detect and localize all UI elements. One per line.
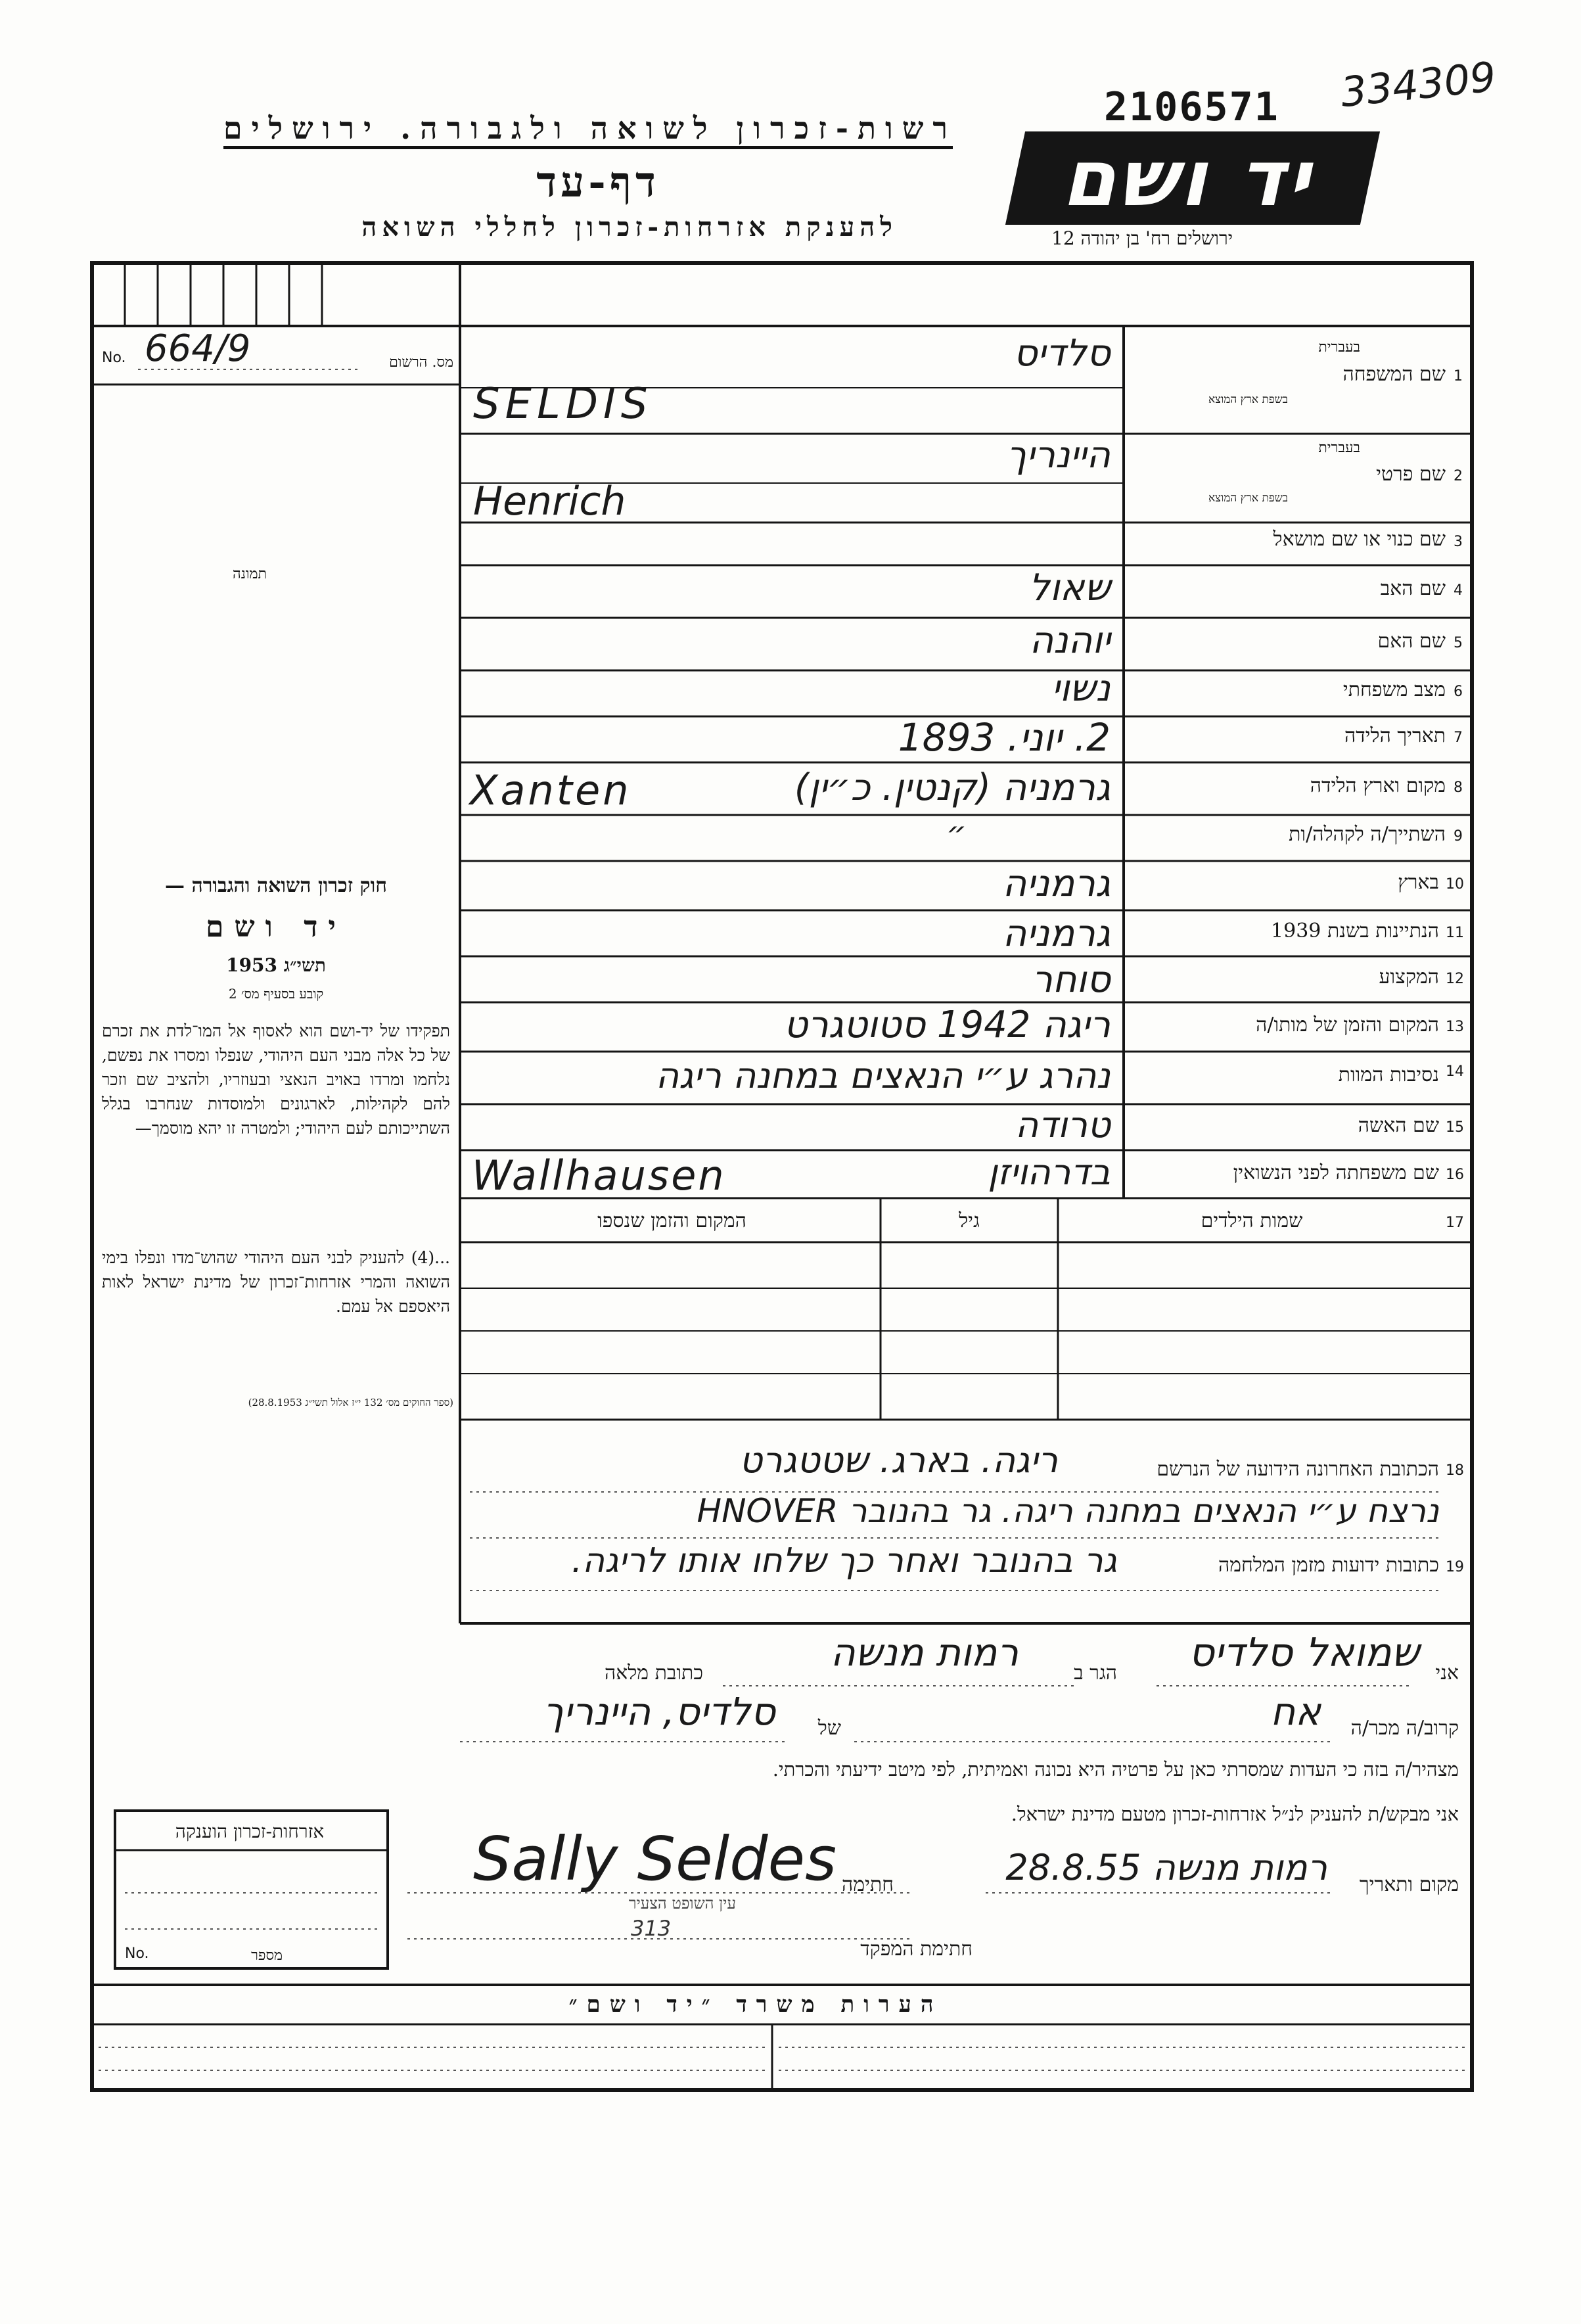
institution-address: ירושלים רח' בן יהודה 12 xyxy=(1051,227,1233,249)
label-wartime-address: כתובות ידועות מזמן המלחמה xyxy=(1218,1554,1439,1577)
memorial-box-prefix: No. xyxy=(125,1945,149,1962)
children-names-header: שמות הילדים xyxy=(1201,1209,1303,1232)
field-num-11: 11 xyxy=(1446,925,1464,941)
stamp-line-1: עין השופט הצעיר xyxy=(628,1894,736,1913)
children-age-header: גיל xyxy=(959,1209,980,1232)
field-num-4: 4 xyxy=(1454,582,1463,599)
family-status-value: נשוי xyxy=(1051,667,1111,710)
label-wife: שם האשה xyxy=(1358,1114,1439,1137)
field-num-17: 17 xyxy=(1446,1215,1464,1231)
birthplace-latin: Xanten xyxy=(470,766,631,814)
children-place-header: המקום והזמן שנספו xyxy=(597,1209,746,1232)
law-clause: ...(4) להעניק לבני העם היהודי שהוש־מדו ונפלו בימי השואה והמרי אזרחות־זכרון של מדינת ישראל לאות היאספם אל עמם. xyxy=(102,1248,450,1316)
label-last-address: הכתובת האחרונה הידועה של הנרשם xyxy=(1157,1458,1439,1481)
label-full-address: כתובת מלאה xyxy=(605,1662,703,1685)
label-residence-1939: הנתיינות בשנת 1939 xyxy=(1271,919,1439,942)
field-num-19: 19 xyxy=(1446,1559,1464,1575)
label-father: שם האב xyxy=(1380,577,1446,600)
death-place-time-value: ריגה 1942 סטוטגרט xyxy=(783,1004,1111,1046)
law-name: יד ושם xyxy=(206,910,346,944)
law-citation: (ספר החוקים מס׳ 132 י״ז אלול תשי״ג 28.8.1953) xyxy=(248,1397,453,1408)
profession-value: סוחר xyxy=(1032,958,1111,1001)
field-num-7: 7 xyxy=(1454,730,1463,746)
yad-vashem-logo: יד ושם xyxy=(1005,131,1380,225)
law-section: קובע בסעיף מס׳ 2 xyxy=(228,986,324,1002)
law-title: חוק זכרון השואה והגבורה — xyxy=(165,874,387,897)
label-death-circumstances: נסיבות המוות xyxy=(1338,1063,1439,1086)
wife-maiden-latin: Wallhausen xyxy=(472,1151,726,1199)
surname-hebrew: סלדיס xyxy=(1013,332,1111,375)
mother-name: יוהנה xyxy=(1029,619,1111,662)
law-year: תשי״ג 1953 xyxy=(226,954,326,976)
institution-name: רשות-זכרון לשואה ולגבורה. ירושלים xyxy=(223,110,957,146)
label-nickname: שם כנוי או שם מושאל xyxy=(1273,528,1446,551)
label-relation: קרוב/ה מכר/ה xyxy=(1350,1717,1459,1740)
label-first-name: שם פרטי xyxy=(1376,463,1446,486)
label-hebrew-2: בעברית xyxy=(1318,440,1360,456)
field-num-2: 2 xyxy=(1454,468,1463,484)
label-place-date: מקום ותאריך xyxy=(1359,1873,1459,1896)
label-origin-2: בשפת ארץ המוצא xyxy=(1208,492,1288,505)
field-num-16: 16 xyxy=(1446,1167,1464,1183)
registration-prefix: No. xyxy=(102,350,126,366)
birthplace-hebrew: גרמניה (קנטין. כ״ין) xyxy=(794,766,1111,809)
residence-1939-value: גרמניה xyxy=(1002,912,1111,955)
label-death-place-time: המקום והזמן של מותו/ה xyxy=(1256,1013,1439,1036)
father-name: שאול xyxy=(1028,567,1111,609)
label-resident-of: הגר ב xyxy=(1074,1662,1117,1685)
label-supervisor-signature: חתימת המפקד xyxy=(860,1938,973,1961)
surname-latin: SELDIS xyxy=(473,380,653,429)
country-value: גרמניה xyxy=(1002,862,1111,905)
declarant-city: רמות מנשה xyxy=(830,1630,1019,1675)
declarant-signature: Sally Seldes xyxy=(473,1824,837,1894)
label-birth-date: תאריך הלידה xyxy=(1344,724,1446,747)
declaration-ani: אני xyxy=(1435,1662,1459,1685)
place-date-value: רמות מנשה 28.8.55 xyxy=(1005,1847,1327,1888)
memorial-box-number-label: מספר xyxy=(251,1947,283,1964)
first-name-hebrew: היינריך xyxy=(1006,434,1111,476)
photo-label: תמונה xyxy=(233,566,267,582)
label-community: השתייך/ה לקהלה/ות xyxy=(1289,823,1446,846)
field-num-10: 10 xyxy=(1446,876,1464,893)
memorial-box-title: אזרחות-זכרון הוענקה xyxy=(175,1821,325,1842)
form-subtitle: להענקת אזרחות-זכרון לחללי השואה xyxy=(361,212,898,243)
last-address-line1: ריגה. בארג. שטטגרט xyxy=(739,1439,1058,1481)
registration-number: 664/9 xyxy=(145,327,251,370)
label-country: בארץ xyxy=(1398,871,1439,894)
registration-label: מס. הרשום xyxy=(389,354,453,371)
label-signature: חתימה xyxy=(842,1873,894,1896)
field-num-6: 6 xyxy=(1454,684,1463,700)
death-circumstances-value: נהרג ע״י הנאצים במחנה ריגה xyxy=(655,1055,1111,1096)
law-text: תפקידו של יד-ושם הוא לאסוף אל המו־לדת את זכרם של כל אלה מבני העם היהודי, שנפלו ומסרו את נפשם, נלחמו ומרדו באויב הנאצי ובעוזריו, ולהציב שם וזכר להם לקהילות, לארגונים ולמוסדות שנחרבו בגלל השתייכותם לעם היהודי; ולמטרה זו יהא מוסמך— xyxy=(102,1021,450,1138)
archive-number-handwritten: 334309 xyxy=(1338,52,1498,117)
wife-maiden-hebrew: בדרהויזן xyxy=(988,1151,1111,1193)
declaration-statement-1: מצהיר/ה בזה כי העדות שמסרתי כאן על פרטיה היא נכונה ואמיתית, לפי מיטב ידיעתי והכרתי. xyxy=(772,1758,1459,1780)
field-num-5: 5 xyxy=(1454,635,1463,651)
community-value: ״ xyxy=(946,815,967,852)
relation-value: אח xyxy=(1270,1689,1321,1734)
field-num-15: 15 xyxy=(1446,1119,1464,1136)
declarant-name: שמואל סלדיס xyxy=(1188,1630,1419,1676)
label-mother: שם האם xyxy=(1377,630,1446,653)
field-num-1: 1 xyxy=(1454,368,1463,384)
declaration-statement-2: אני מבקש/ת להעניק לנ״ל אזרחות-זכרון מטעם מדינת ישראל. xyxy=(1011,1803,1459,1825)
label-profession: המקצוע xyxy=(1379,965,1439,988)
field-num-9: 9 xyxy=(1454,828,1463,845)
label-hebrew-1: בעברית xyxy=(1318,339,1360,356)
archive-number-stamped: 2106571 xyxy=(1104,84,1279,130)
field-num-12: 12 xyxy=(1446,971,1464,987)
label-wife-maiden: שם משפחתה לפני הנשואין xyxy=(1233,1161,1439,1184)
label-origin-1: בשפת ארץ המוצא xyxy=(1208,393,1288,406)
birth-date-value: 2. יוני. 1893 xyxy=(898,715,1111,760)
label-birthplace: מקום וארץ הלידה xyxy=(1310,774,1446,797)
label-surname: שם המשפחה xyxy=(1342,363,1446,386)
last-address-line2: נרצח ע״י הנאצים במחנה ריגה. גר בהנובר HNOVER xyxy=(697,1492,1439,1530)
field-num-13: 13 xyxy=(1446,1019,1464,1035)
first-name-latin: Henrich xyxy=(473,478,626,524)
field-num-8: 8 xyxy=(1454,779,1463,796)
label-family-status: מצב משפחתי xyxy=(1342,678,1446,701)
wife-name: טרודה xyxy=(1015,1104,1111,1146)
office-notes-title: הערות משרד ״יד ושם״ xyxy=(568,1991,943,2018)
form-title: דף-עד xyxy=(536,158,660,207)
field-num-14: 14 xyxy=(1446,1063,1464,1080)
field-num-3: 3 xyxy=(1454,534,1463,550)
field-num-18: 18 xyxy=(1446,1462,1464,1479)
wartime-address-value: גר בהנובר ואחר כך שלחו אותו לריגה. xyxy=(571,1541,1117,1581)
stamp-line-2: 313 xyxy=(631,1916,672,1941)
label-of: של xyxy=(817,1717,841,1740)
relative-name: סלדיס, היינריך xyxy=(543,1689,775,1734)
